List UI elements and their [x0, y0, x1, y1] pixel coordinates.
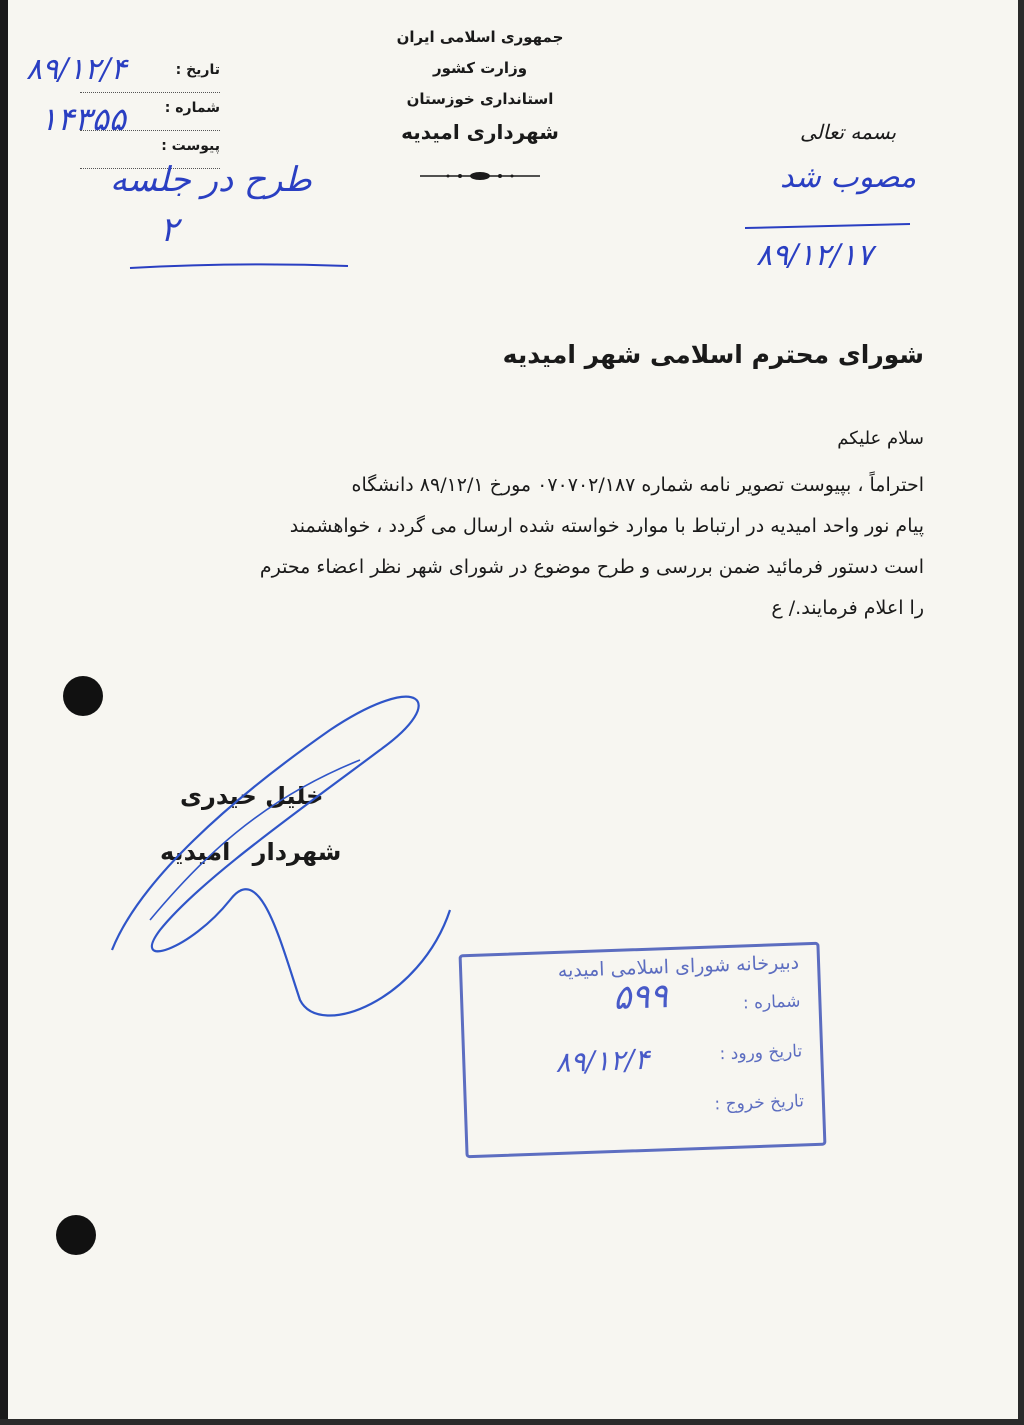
handwritten-right-heading: بسمه تعالی: [800, 120, 897, 144]
letterhead-line-2: وزارت کشور: [432, 59, 528, 77]
meta-date-label: تاریخ :: [175, 62, 220, 78]
letterhead: [380, 22, 580, 148]
scan-edge-left: [0, 0, 8, 1425]
letter-body-line: را اعلام فرمایند./ ع: [771, 597, 924, 619]
letter-body: [78, 465, 924, 629]
handwritten-date: ۸۹/۱۲/۴: [26, 52, 127, 87]
meta-number-label: شماره :: [164, 100, 220, 116]
stamp-number-value: ۵۹۹: [612, 976, 669, 1018]
handwritten-right-note: مصوب شد: [780, 160, 917, 195]
handwritten-underline-right: [745, 224, 910, 228]
letterhead-line-3: استانداری خوزستان: [406, 90, 554, 108]
letterhead-line-1: جمهوری اسلامی ایران: [396, 28, 564, 46]
registry-stamp: [459, 942, 827, 1158]
stamp-exit-date-label: تاریخ خروج :: [714, 1091, 805, 1115]
letter-greeting: سلام علیکم: [837, 428, 924, 449]
stamp-entry-date-label: تاریخ ورود :: [719, 1041, 803, 1065]
meta-attachment-label: پیوست :: [161, 138, 220, 154]
scan-edge-bottom: [0, 1419, 1024, 1425]
handwritten-number: ۱۴۳۵۵: [40, 100, 126, 138]
handwritten-right-date: ۸۹/۱۲/۱۷: [756, 238, 873, 273]
letterhead-ornament-icon: [420, 170, 540, 182]
scan-edge-right: [1018, 0, 1024, 1425]
letter-recipient: شورای محترم اسلامی شهر امیدیه: [502, 340, 924, 369]
punch-hole-bottom: [56, 1215, 96, 1255]
handwritten-left-note-number: ۲: [160, 210, 179, 250]
handwritten-left-note: طرح در جلسه: [110, 160, 312, 200]
letter-body-line: است دستور فرمائید ضمن بررسی و طرح موضوع در شورای شهر نظر اعضاء محترم: [259, 556, 924, 578]
punch-hole-top: [63, 676, 103, 716]
signature-title: شهردار امیدیه: [160, 838, 342, 866]
letter-body-line: پیام نور واحد امیدیه در ارتباط با موارد خواسته شده ارسال می گردد ، خواهشمند: [289, 515, 924, 537]
letter-body-line: احتراماً ، بپیوست تصویر نامه شماره ۰۷۰۷۰۲/۱۸۷ مورخ ۸۹/۱۲/۱ دانشگاه: [351, 474, 924, 496]
stamp-title: دبیرخانه شورای اسلامی امیدیه: [557, 951, 800, 982]
signature-name: خلیل حیدری: [180, 782, 324, 810]
letterhead-org: شهرداری امیدیه: [401, 120, 559, 144]
stamp-entry-date-value: ۸۹/۱۲/۴: [554, 1042, 650, 1080]
handwritten-underline-left: [130, 264, 348, 268]
stamp-number-label: شماره :: [742, 991, 801, 1014]
